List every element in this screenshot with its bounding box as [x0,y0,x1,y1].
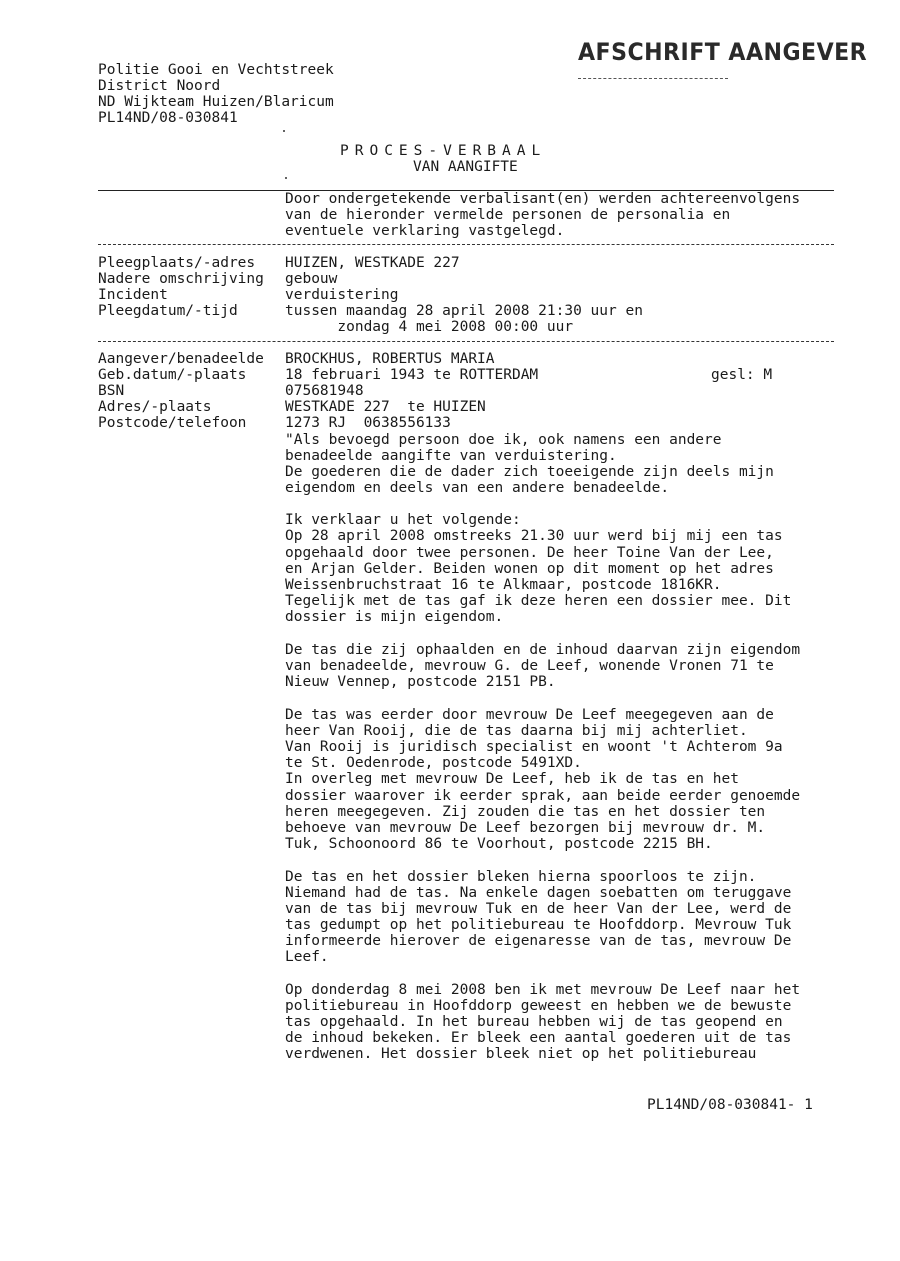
statement-line: te St. Oedenrode, postcode 5491XD. [285,755,582,771]
statement-line: eigendom en deels van een andere benadeelde. [285,480,670,496]
value-incident: verduistering [285,287,399,303]
intro-line: van de hieronder vermelde personen de personalia en [285,207,731,223]
statement-line: In overleg met mevrouw De Leef, heb ik de tas en het [285,771,739,787]
statement-line: Niemand had de tas. Na enkele dagen soebatten om teruggave [285,885,792,901]
value-address: WESTKADE 227 te HUIZEN [285,399,486,415]
label-reporter: Aangever/benadeelde [98,351,264,367]
statement-line: De tas die zij ophaalden en de inhoud daarvan zijn eigendom [285,642,801,658]
statement-line: tas gedumpt op het politiebureau te Hoofddorp. Mevrouw Tuk [285,917,792,933]
page-footer-case-number: PL14ND/08-030841- 1 [647,1097,813,1113]
value-gender: gesl: M [711,367,773,383]
statement-line: Nieuw Vennep, postcode 2151 PB. [285,674,556,690]
value-bsn: 075681948 [285,383,364,399]
statement-line: De tas was eerder door mevrouw De Leef meegegeven aan de [285,707,774,723]
statement-line: tas opgehaald. In het bureau hebben wij de tas geopend en [285,1014,783,1030]
statement-line: en Arjan Gelder. Beiden wonen op dit moment op het adres [285,561,774,577]
value-birth: 18 februari 1943 te ROTTERDAM [285,367,539,383]
statement-line: De goederen die de dader zich toeeigende zijn deels mijn [285,464,774,480]
document-title: PROCES-VERBAAL [340,143,547,159]
value-crime-datetime: tussen maandag 28 april 2008 21:30 uur en [285,303,643,319]
header-line-department: Politie Gooi en Vechtstreek [98,62,334,78]
statement-line: politiebureau in Hoofddorp geweest en hebben we de bewuste [285,998,792,1014]
statement-line: "Als bevoegd persoon doe ik, ook namens een andere [285,432,722,448]
statement-line: De tas en het dossier bleken hierna spoorloos te zijn. [285,869,757,885]
statement-line: Ik verklaar u het volgende: [285,512,521,528]
copy-stamp: AFSCHRIFT AANGEVER [578,38,868,66]
label-crime-datetime: Pleegdatum/-tijd [98,303,238,319]
statement-line: Tuk, Schoonoord 86 te Voorhout, postcode 2215 BH. [285,836,713,852]
statement-line: van de tas bij mevrouw Tuk en de heer Van der Lee, werd de [285,901,792,917]
statement-line: heren meegegeven. Zij zouden die tas en het dossier ten [285,804,766,820]
statement-line: Tegelijk met de tas gaf ik deze heren een dossier mee. Dit [285,593,792,609]
value-description: gebouw [285,271,338,287]
statement-line: dossier waarover ik eerder sprak, aan beide eerder genoemde [285,788,801,804]
value-postcode-phone: 1273 RJ 0638556133 [285,415,451,431]
dashed-divider [98,244,834,245]
statement-line: Op 28 april 2008 omstreeks 21.30 uur werd bij mij een tas [285,528,783,544]
statement-line: van benadeelde, mevrouw G. de Leef, wonende Vronen 71 te [285,658,774,674]
label-birth: Geb.datum/-plaats [98,367,247,383]
scan-speck [285,177,287,179]
document-subtitle: VAN AANGIFTE [413,159,518,175]
statement-line: dossier is mijn eigendom. [285,609,504,625]
label-bsn: BSN [98,383,125,399]
statement-line: de inhoud bekeken. Er bleek een aantal goederen uit de tas [285,1030,792,1046]
stamp-underline [578,78,728,80]
intro-line: Door ondergetekende verbalisant(en) werden achtereenvolgens [285,191,801,207]
header-line-district: District Noord [98,78,221,94]
statement-line: verdwenen. Het dossier bleek niet op het politiebureau [285,1046,757,1062]
header-line-team: ND Wijkteam Huizen/Blaricum [98,94,334,110]
intro-line: eventuele verklaring vastgelegd. [285,223,565,239]
value-crime-datetime-end: zondag 4 mei 2008 00:00 uur [285,319,574,335]
statement-line: Weissenbruchstraat 16 te Alkmaar, postcode 1816KR. [285,577,722,593]
statement-line: behoeve van mevrouw De Leef bezorgen bij mevrouw dr. M. [285,820,766,836]
value-crime-location: HUIZEN, WESTKADE 227 [285,255,460,271]
value-reporter: BROCKHUS, ROBERTUS MARIA [285,351,495,367]
label-crime-location: Pleegplaats/-adres [98,255,256,271]
statement-line: Leef. [285,949,329,965]
label-postcode-phone: Postcode/telefoon [98,415,247,431]
label-incident: Incident [98,287,168,303]
statement-line: heer Van Rooij, die de tas daarna bij mij achterliet. [285,723,748,739]
statement-line: Van Rooij is juridisch specialist en woont 't Achterom 9a [285,739,783,755]
label-address: Adres/-plaats [98,399,212,415]
dashed-divider [98,341,834,342]
header-line-case-number: PL14ND/08-030841 [98,110,238,126]
statement-line: Op donderdag 8 mei 2008 ben ik met mevrouw De Leef naar het [285,982,801,998]
statement-line: opgehaald door twee personen. De heer Toine Van der Lee, [285,545,774,561]
label-description: Nadere omschrijving [98,271,264,287]
scan-speck [283,130,285,132]
statement-line: informeerde hierover de eigenaresse van de tas, mevrouw De [285,933,792,949]
statement-line: benadeelde aangifte van verduistering. [285,448,617,464]
